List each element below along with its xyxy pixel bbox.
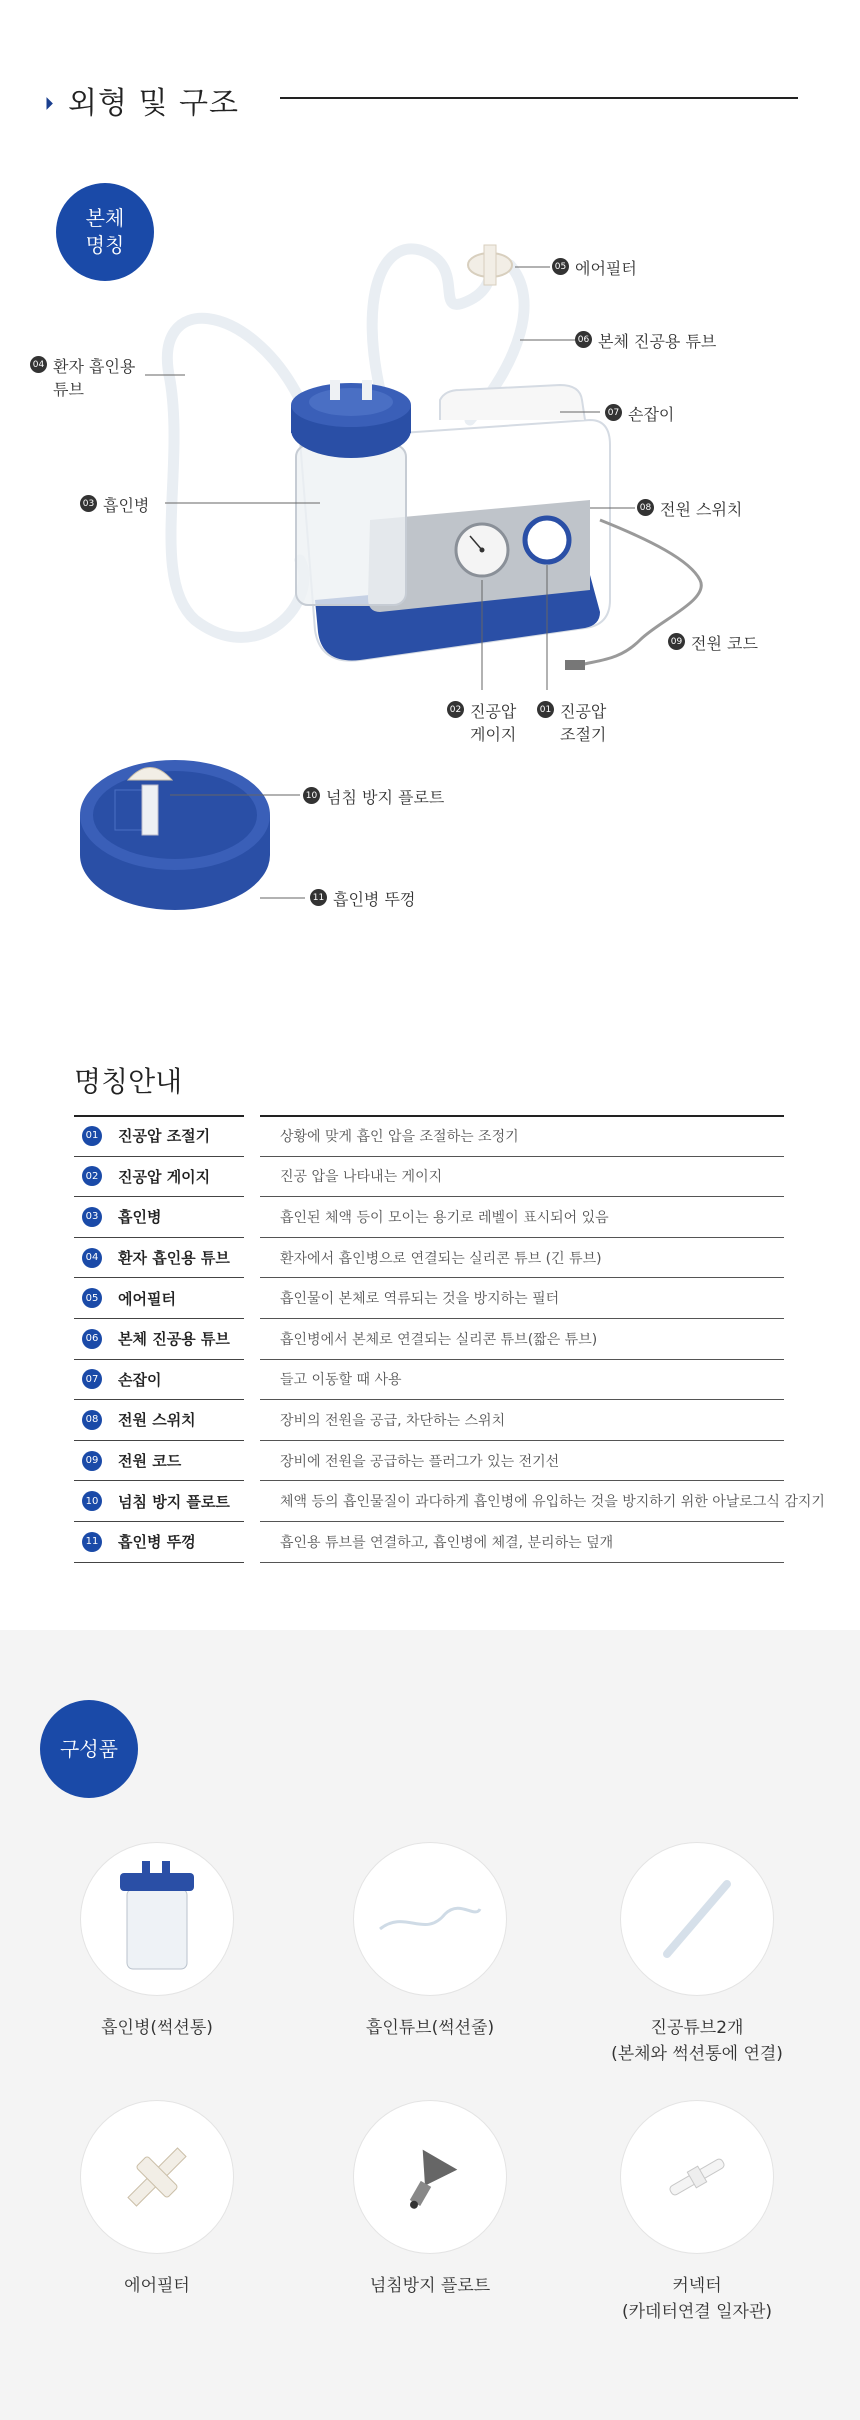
guide-row-name: 손잡이 bbox=[118, 1370, 162, 1389]
guide-row bbox=[74, 1400, 784, 1441]
callout-vacuum-tube: 06 본체 진공용 튜브 bbox=[575, 330, 716, 353]
guide-row bbox=[74, 1481, 825, 1522]
callout-overflow-float: 10 넘침 방지 플로트 bbox=[303, 786, 444, 809]
guide-row bbox=[74, 1522, 784, 1563]
guide-row-name-cell bbox=[74, 1522, 244, 1563]
guide-row-name-cell bbox=[74, 1400, 244, 1441]
guide-row-number: 09 bbox=[82, 1451, 102, 1471]
component-image bbox=[80, 1842, 234, 1996]
guide-row-number: 11 bbox=[82, 1532, 102, 1552]
component-connector bbox=[582, 2100, 812, 2325]
vacuum-tube-icon bbox=[652, 1874, 742, 1964]
connector-icon bbox=[657, 2147, 737, 2207]
callout-power-switch: 08 전원 스위치 bbox=[637, 498, 742, 521]
guide-row-name: 진공압 조절기 bbox=[118, 1127, 211, 1146]
guide-row-name: 환자 흡인용 튜브 bbox=[118, 1249, 230, 1268]
guide-row-name-cell bbox=[74, 1116, 244, 1157]
callout-patient-tube: 04 환자 흡인용 튜브 bbox=[30, 355, 135, 401]
section-title: 외형 및 구조 bbox=[68, 86, 239, 121]
callout-suction-jar: 03 흡인병 bbox=[80, 494, 149, 517]
guide-row-number: 06 bbox=[82, 1329, 102, 1349]
guide-row-number: 05 bbox=[82, 1288, 102, 1308]
guide-row-number: 03 bbox=[82, 1207, 102, 1227]
guide-row-name-cell bbox=[74, 1481, 244, 1522]
guide-row-name: 넘침 방지 플로트 bbox=[118, 1492, 230, 1511]
guide-row bbox=[74, 1319, 784, 1360]
guide-row-name-cell bbox=[74, 1238, 244, 1279]
callout-vacuum-gauge: 02 진공압 게이지 bbox=[447, 700, 516, 746]
guide-row-name: 흡인병 bbox=[118, 1208, 162, 1227]
triangle-bullet-icon bbox=[40, 93, 54, 107]
guide-row-name-cell bbox=[74, 1157, 244, 1198]
guide-row-description: 흡인된 체액 등이 모이는 용기로 레벨이 표시되어 있음 bbox=[260, 1197, 784, 1238]
callout-air-filter: 05 에어필터 bbox=[552, 257, 637, 280]
guide-row-number: 04 bbox=[82, 1248, 102, 1268]
guide-row bbox=[74, 1360, 784, 1401]
callout-jar-cap: 11 흡인병 뚜껑 bbox=[310, 888, 415, 911]
guide-row-name-cell bbox=[74, 1278, 244, 1319]
guide-row-name-cell bbox=[74, 1360, 244, 1401]
name-guide-table bbox=[74, 1116, 825, 1563]
guide-row bbox=[74, 1441, 784, 1482]
component-label: 에어필터 bbox=[124, 2276, 190, 2296]
callout-power-cord: 09 전원 코드 bbox=[668, 632, 758, 655]
guide-row bbox=[74, 1116, 784, 1157]
component-image bbox=[620, 2100, 774, 2254]
guide-row-number: 10 bbox=[82, 1491, 102, 1511]
guide-row-name-cell bbox=[74, 1197, 244, 1238]
guide-row-description: 흡인용 튜브를 연결하고, 흡인병에 체결, 분리하는 덮개 bbox=[260, 1522, 784, 1563]
component-vacuum-tubes bbox=[582, 1842, 812, 2067]
guide-row bbox=[74, 1278, 784, 1319]
callout-vacuum-regulator: 01 진공압 조절기 bbox=[537, 700, 606, 746]
component-image bbox=[620, 1842, 774, 1996]
guide-row-number: 08 bbox=[82, 1410, 102, 1430]
callout-handle: 07 손잡이 bbox=[605, 403, 674, 426]
component-overflow-float bbox=[315, 2100, 545, 2300]
guide-row-description: 들고 이동할 때 사용 bbox=[260, 1360, 784, 1401]
guide-row bbox=[74, 1197, 784, 1238]
guide-row bbox=[74, 1238, 784, 1279]
guide-row-description: 흡인물이 본체로 역류되는 것을 방지하는 필터 bbox=[260, 1278, 784, 1319]
guide-row-description: 장비에 전원을 공급하는 플러그가 있는 전기선 bbox=[260, 1441, 784, 1482]
component-suction-jar bbox=[42, 1842, 272, 2042]
guide-row-name: 진공압 게이지 bbox=[118, 1167, 211, 1186]
component-suction-tube bbox=[315, 1842, 545, 2042]
component-label: 진공튜브2개 (본체와 썩션통에 연결) bbox=[611, 2018, 783, 2064]
guide-row-name-cell bbox=[74, 1319, 244, 1360]
guide-row-name-cell bbox=[74, 1441, 244, 1482]
guide-row-name: 본체 진공용 튜브 bbox=[118, 1330, 230, 1349]
air-filter-icon bbox=[117, 2137, 197, 2217]
component-air-filter bbox=[42, 2100, 272, 2300]
guide-row-number: 02 bbox=[82, 1166, 102, 1186]
suction-device-illustration bbox=[0, 200, 860, 990]
guide-row bbox=[74, 1157, 784, 1198]
components-badge: 구성품 bbox=[40, 1700, 138, 1798]
guide-row-name: 전원 코드 bbox=[118, 1452, 182, 1471]
component-label: 넘침방지 플로트 bbox=[369, 2276, 491, 2296]
overflow-float-icon bbox=[390, 2137, 470, 2217]
component-image bbox=[353, 2100, 507, 2254]
suction-jar-icon bbox=[112, 1859, 202, 1979]
body-name-badge: 본체 명칭 bbox=[56, 183, 154, 281]
guide-title: 명칭안내 bbox=[74, 1065, 183, 1098]
component-image bbox=[80, 2100, 234, 2254]
guide-row-description: 장비의 전원을 공급, 차단하는 스위치 bbox=[260, 1400, 784, 1441]
guide-row-description: 상황에 맞게 흡인 압을 조절하는 조정기 bbox=[260, 1116, 784, 1157]
component-label: 커넥터 (카데터연결 일자관) bbox=[621, 2276, 773, 2322]
guide-row-name: 에어필터 bbox=[118, 1289, 176, 1308]
guide-row-number: 07 bbox=[82, 1369, 102, 1389]
component-label: 흡인튜브(썩션줄) bbox=[365, 2018, 495, 2038]
guide-row-description: 흡인병에서 본체로 연결되는 실리콘 튜브(짧은 튜브) bbox=[260, 1319, 784, 1360]
suction-tube-icon bbox=[375, 1889, 485, 1949]
guide-row-description: 체액 등의 흡인물질이 과다하게 흡인병에 유입하는 것을 방지하기 위한 아날로그식 감지기 bbox=[260, 1481, 784, 1522]
section-header bbox=[40, 78, 239, 122]
guide-row-name: 전원 스위치 bbox=[118, 1411, 196, 1430]
section-title-rule bbox=[280, 97, 798, 99]
guide-row-number: 01 bbox=[82, 1126, 102, 1146]
guide-row-name: 흡인병 뚜껑 bbox=[118, 1533, 196, 1552]
component-label: 흡인병(썩션통) bbox=[101, 2018, 213, 2038]
guide-row-description: 진공 압을 나타내는 게이지 bbox=[260, 1157, 784, 1198]
guide-row-description: 환자에서 흡인병으로 연결되는 실리콘 튜브 (긴 튜브) bbox=[260, 1238, 784, 1279]
component-image bbox=[353, 1842, 507, 1996]
